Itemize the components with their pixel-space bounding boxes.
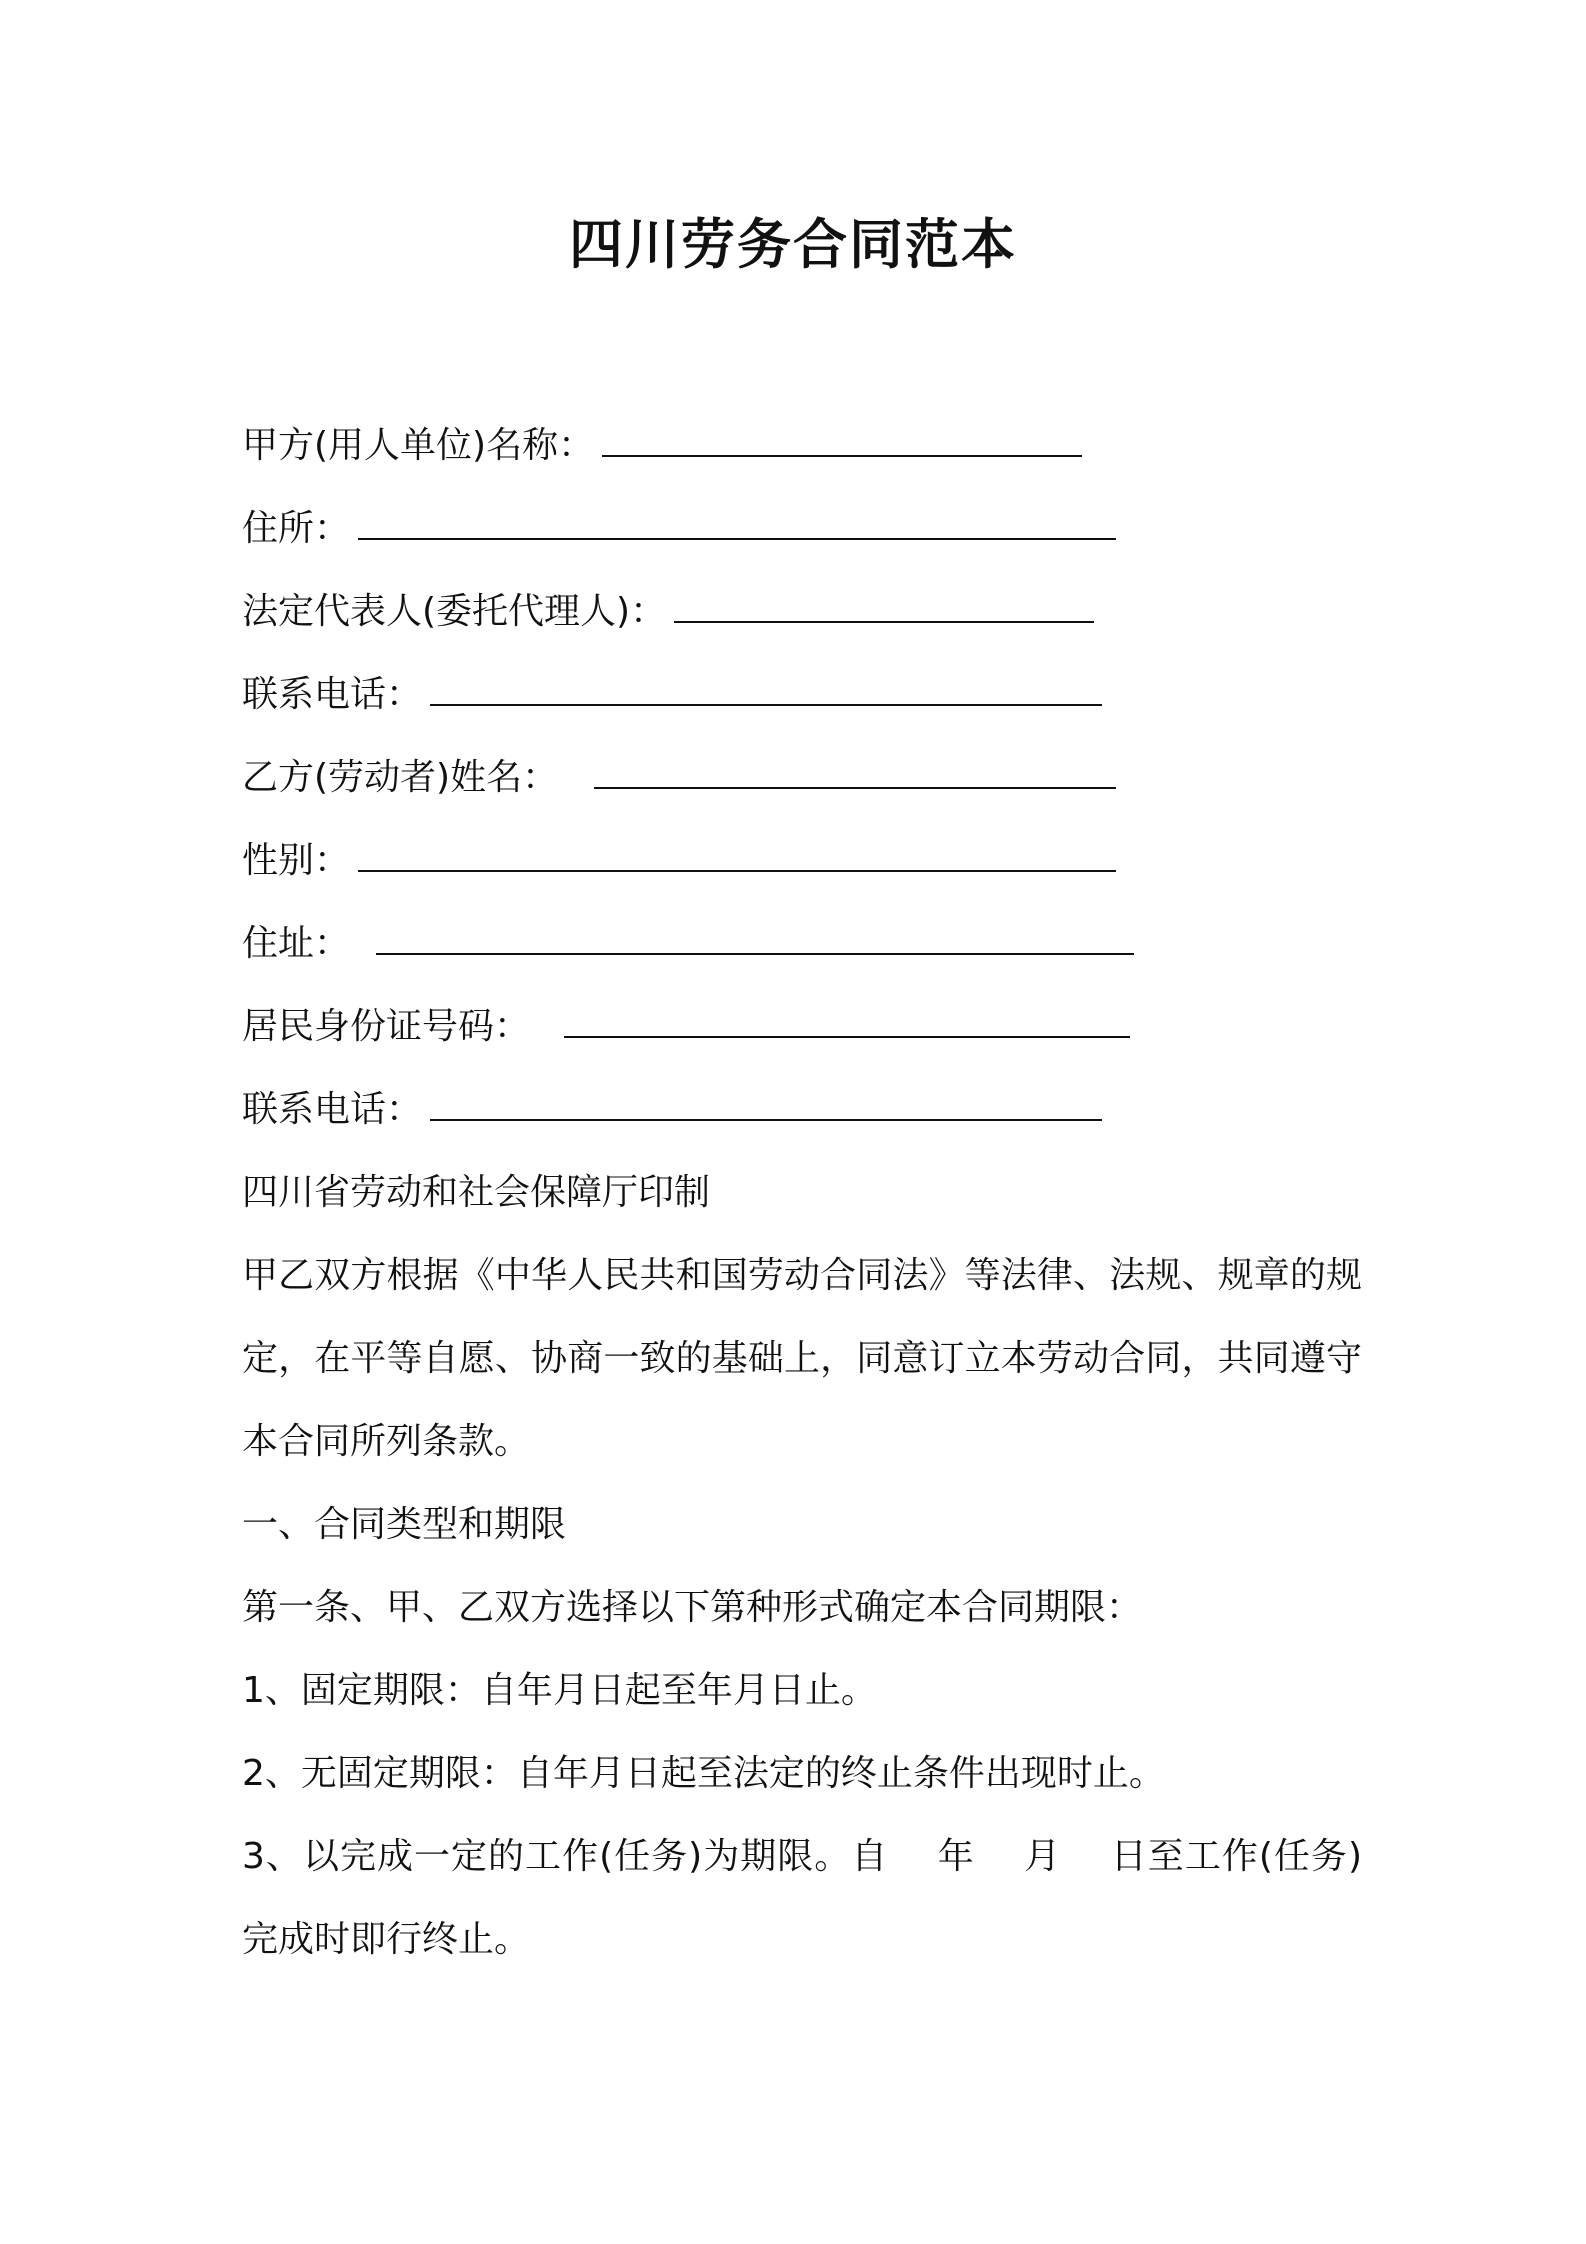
- field-label: 联系电话：: [242, 1089, 423, 1130]
- option-item: 3、以完成一定的工作(任务)为期限。自 年 月 日至工作(任务)完成时即行终止。: [242, 1836, 1362, 1960]
- printer-note: 四川省劳动和社会保障厅印制: [242, 1172, 711, 1213]
- field-label: 性别：: [242, 840, 351, 881]
- field-employer-name: [242, 404, 1362, 487]
- field-label: 法定代表人(委托代理人)：: [242, 591, 667, 632]
- field-employee-phone: [242, 1068, 1362, 1151]
- field-label: 住址：: [242, 923, 351, 964]
- field-label: 联系电话：: [242, 674, 423, 715]
- field-employee-gender: [242, 819, 1362, 902]
- field-label: 甲方(用人单位)名称：: [242, 425, 595, 466]
- field-employee-name: [242, 736, 1362, 819]
- field-blank[interactable]: [594, 757, 1116, 789]
- document-title: 四川劳务合同范本: [569, 213, 1017, 276]
- field-blank[interactable]: [358, 508, 1116, 540]
- document-body: [242, 404, 1362, 1981]
- field-employee-address: [242, 902, 1362, 985]
- option-item: 2、无固定期限：自年月日起至法定的终止条件出现时止。: [242, 1753, 1165, 1794]
- field-label: 住所：: [242, 508, 351, 549]
- field-employer-phone: [242, 653, 1362, 736]
- field-label: 乙方(劳动者)姓名：: [242, 757, 559, 798]
- field-blank[interactable]: [376, 923, 1134, 955]
- field-blank[interactable]: [564, 1006, 1130, 1038]
- field-blank[interactable]: [430, 674, 1102, 706]
- field-legal-representative: [242, 570, 1362, 653]
- field-employer-address: [242, 487, 1362, 570]
- section-heading: 一、合同类型和期限: [242, 1504, 567, 1545]
- field-label: 居民身份证号码：: [242, 1006, 531, 1047]
- field-blank[interactable]: [674, 591, 1094, 623]
- field-blank[interactable]: [602, 425, 1082, 457]
- field-employee-id-number: [242, 985, 1362, 1068]
- intro-paragraph: 甲乙双方根据《中华人民共和国劳动合同法》等法律、法规、规章的规定，在平等自愿、协商一致的基础上，同意订立本劳动合同，共同遵守本合同所列条款。: [242, 1255, 1362, 1462]
- field-blank[interactable]: [358, 840, 1116, 872]
- field-blank[interactable]: [430, 1089, 1102, 1121]
- option-item: 1、固定期限：自年月日起至年月日止。: [242, 1670, 877, 1711]
- article-text: 第一条、甲、乙双方选择以下第种形式确定本合同期限：: [242, 1587, 1143, 1628]
